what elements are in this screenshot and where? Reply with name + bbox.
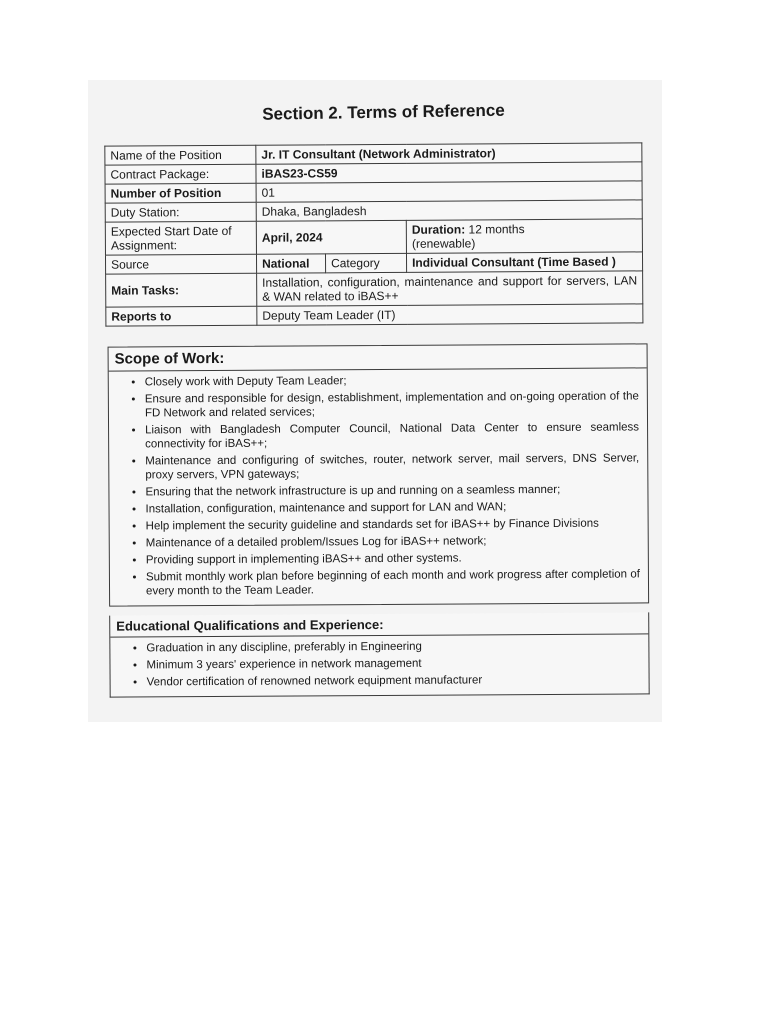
tasks-value: Installation, configuration, maintenance and support for servers, LAN & WAN related to iBAS++ <box>257 271 643 306</box>
scope-heading: Scope of Work: <box>109 344 647 371</box>
reports-value: Deputy Team Leader (IT) <box>257 304 643 325</box>
duty-label: Duty Station: <box>105 202 256 222</box>
scope-list <box>109 368 648 605</box>
position-info-table <box>104 142 643 326</box>
education-heading: Educational Qualifications and Experience: <box>110 612 648 637</box>
education-list <box>110 634 648 696</box>
start-value: April, 2024 <box>256 220 406 254</box>
duty-value: Dhaka, Bangladesh <box>256 200 642 221</box>
source-value: National <box>256 254 325 273</box>
document-title: Section 2. Terms of Reference <box>262 100 505 124</box>
list-item: • Installation, configuration, maintenance and support for LAN and WAN; <box>145 499 639 516</box>
duration-note: (renewable) <box>411 236 476 251</box>
table-row <box>106 304 643 326</box>
list-item: • Providing support in implementing iBAS++ and other systems. <box>146 550 640 567</box>
list-item: • Vendor certification of renowned network equipment manufacturer <box>147 672 641 689</box>
list-item: • Liaison with Bangladesh Computer Council, National Data Center to ensure seamless connectivity for iBAS++; <box>145 420 639 451</box>
list-item: • Minimum 3 years' experience in network management <box>146 655 640 672</box>
number-label: Number of Position <box>105 183 256 203</box>
contract-value: iBAS23-CS59 <box>256 162 642 183</box>
position-label: Name of the Position <box>105 145 256 165</box>
tasks-label: Main Tasks: <box>106 273 257 307</box>
education-section <box>109 612 649 697</box>
duration-value: 12 months <box>468 222 525 237</box>
list-item: • Maintenance of a detailed problem/Issues Log for iBAS++ network; <box>146 533 640 550</box>
table-row <box>106 271 643 307</box>
list-item: • Closely work with Deputy Team Leader; <box>145 372 639 389</box>
category-label: Category <box>325 253 406 272</box>
number-value: 01 <box>256 181 642 202</box>
list-item: • Graduation in any discipline, preferably in Engineering <box>146 638 640 655</box>
contract-label: Contract Package: <box>105 164 256 184</box>
list-item: • Submit monthly work plan before beginning of each month and work progress after completion of every month to the Team Leader. <box>146 567 640 598</box>
duration-label: Duration: <box>411 222 466 237</box>
source-label: Source <box>105 254 256 274</box>
duration-cell <box>406 219 642 253</box>
scope-of-work-section <box>108 343 650 606</box>
category-value: Individual Consultant (Time Based ) <box>406 252 642 272</box>
start-label: Expected Start Date of Assignment: <box>105 221 256 255</box>
list-item: • Ensuring that the network infrastructure is up and running on a seamless manner; <box>145 482 639 499</box>
list-item: • Maintenance and configuring of switches, router, network server, mail servers, DNS Server, proxy servers, VPN gateways; <box>145 451 639 482</box>
list-item: • Ensure and responsible for design, establishment, implementation and on-going operation of the FD Network and related services; <box>145 389 639 420</box>
list-item: • Help implement the security guideline and standards set for iBAS++ by Finance Divisions <box>146 516 640 533</box>
reports-label: Reports to <box>106 306 257 326</box>
position-value: Jr. IT Consultant (Network Administrator) <box>256 143 642 164</box>
table-row <box>105 219 642 255</box>
